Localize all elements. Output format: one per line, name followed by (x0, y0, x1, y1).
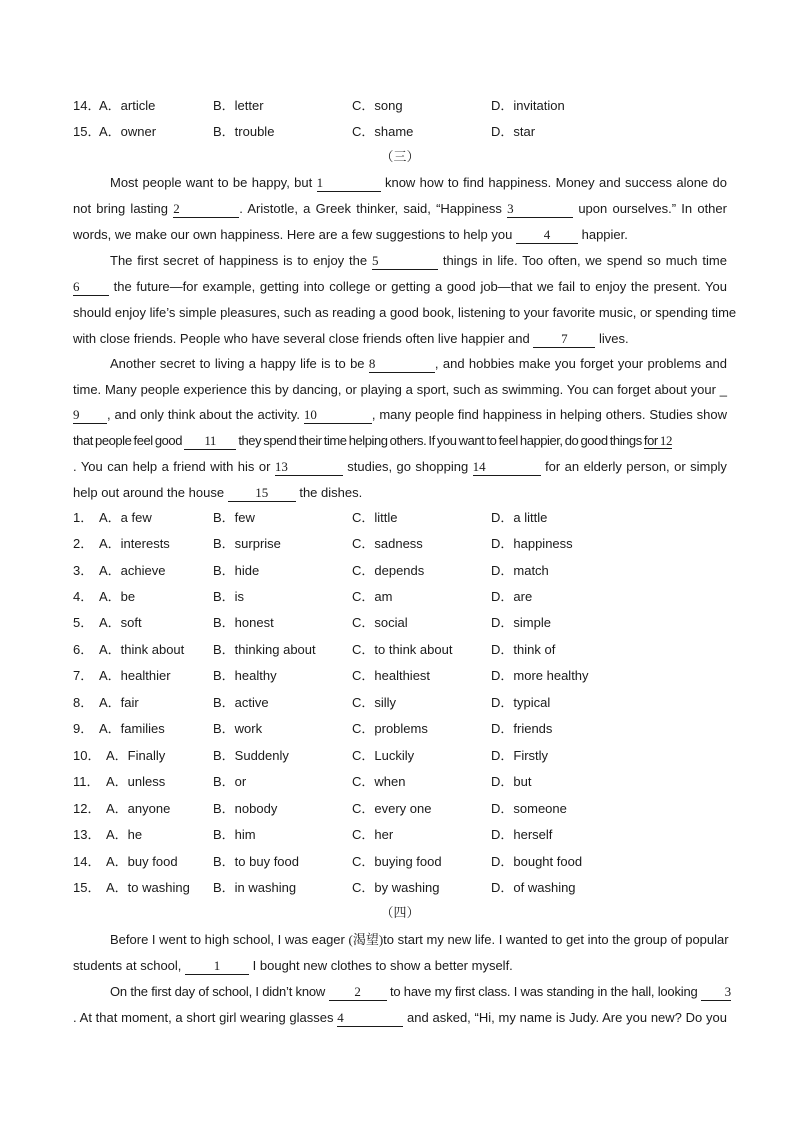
blank-12: 12 (659, 433, 673, 448)
option-c: C．social (352, 615, 408, 630)
passage-line (73, 276, 727, 298)
question-number: 14． (73, 854, 101, 869)
option-b: B．surprise (213, 536, 281, 551)
passage-text: they spend their time helping others. If you want to feel happier, do good things (238, 433, 642, 448)
passage-line: should enjoy life’s simple pleasures, such as reading a good book, listening to your favorite music, or spending time (73, 305, 737, 320)
option-a: A．anyone (106, 801, 171, 816)
section-heading: （四） (380, 905, 420, 920)
blank-6: 6 (73, 279, 109, 296)
passage-text: On the first day of school, I didn’t know (110, 984, 326, 999)
question-number: 13． (73, 827, 101, 842)
option-b: B．him (213, 827, 256, 842)
blank-10: 10 (304, 407, 372, 424)
passage-text: Before I went to high school, I was eager (110, 932, 345, 947)
option-c: C．shame (352, 124, 414, 139)
option-a: A．soft (99, 615, 142, 630)
question-number: 15． (73, 880, 101, 895)
passage-line (110, 250, 727, 272)
blank-9: 9 (73, 407, 107, 424)
option-a: A．article (99, 98, 156, 113)
option-c: C．healthiest (352, 668, 431, 683)
option-a: A．fair (99, 695, 139, 710)
section-heading: （三） (380, 149, 420, 164)
passage-line (110, 929, 727, 951)
passage-text: the dishes. (299, 485, 363, 500)
option-b: B．active (213, 695, 269, 710)
question-number: 3． (73, 563, 94, 578)
passage-line (110, 981, 731, 1003)
passage-text: lives. (598, 331, 629, 346)
option-d: D．are (491, 589, 533, 604)
passage-text: , and only think about the activity. (107, 407, 300, 422)
blank-4: 4 (516, 227, 578, 244)
option-b: B．healthy (213, 668, 277, 683)
passage-line (73, 1007, 727, 1029)
option-c: C．song (352, 98, 403, 113)
question-number: 11． (73, 774, 100, 789)
option-c: C．by washing (352, 880, 440, 895)
question-number: 10． (73, 748, 101, 763)
question-number: 9． (73, 721, 94, 736)
passage-text: with close friends. People who have several close friends often live happier and (73, 331, 530, 346)
passage-text: the future—for example, getting into college or getting a good job—that we fail to enjoy the present. You (113, 279, 727, 294)
option-c: C．silly (352, 695, 397, 710)
option-b: B．letter (213, 98, 264, 113)
option-c: C．am (352, 589, 393, 604)
chinese-gloss: (渴望) (348, 932, 384, 947)
passage-line (73, 955, 727, 977)
blank-3: 3 (507, 201, 573, 218)
option-b: B．work (213, 721, 263, 736)
option-c: C．Luckily (352, 748, 415, 763)
blank-1: 1 (185, 958, 249, 975)
passage-text: , many people find happiness in helping others. Studies show (371, 407, 727, 422)
option-c: C．problems (352, 721, 428, 736)
option-d: D．friends (491, 721, 553, 736)
blank-13: 13 (275, 459, 343, 476)
option-a: A．think about (99, 642, 185, 657)
option-d: D．simple (491, 615, 551, 630)
passage-text: know how to find happiness. Money and success alone do (384, 175, 727, 190)
question-number: 5． (73, 615, 94, 630)
passage-line (73, 328, 727, 350)
option-a: A．he (106, 827, 143, 842)
option-c: C．to think about (352, 642, 453, 657)
blank-14: 14 (473, 459, 541, 476)
passage-text: that people feel good (73, 433, 182, 448)
option-b: B．honest (213, 615, 274, 630)
question-number: 2． (73, 536, 94, 551)
option-a: A．a few (99, 510, 152, 525)
option-b: B．to buy food (213, 854, 299, 869)
blank-8: 8 (369, 356, 435, 373)
option-d: D．Firstly (491, 748, 549, 763)
option-c: C．sadness (352, 536, 423, 551)
option-a: A．interests (99, 536, 170, 551)
option-a: A．unless (106, 774, 166, 789)
option-c: C．her (352, 827, 394, 842)
passage-line (73, 482, 727, 504)
option-b: B．Suddenly (213, 748, 289, 763)
option-d: D．but (491, 774, 532, 789)
passage-line (73, 456, 727, 478)
passage-text: help out around the house (73, 485, 225, 500)
question-number: 7． (73, 668, 94, 683)
option-a: A．to washing (106, 880, 190, 895)
passage-text: The first secret of happiness is to enjoy the (110, 253, 368, 268)
passage-line (110, 353, 727, 375)
option-a: A．buy food (106, 854, 178, 869)
passage-text: students at school, (73, 958, 182, 973)
option-b: B．trouble (213, 124, 275, 139)
passage-line (110, 172, 727, 194)
passage-text: for an elderly person, or simply (545, 459, 727, 474)
blank-11: 11 (184, 433, 236, 450)
blank-2: 2 (329, 984, 387, 1001)
blank-15: 15 (228, 485, 296, 502)
option-a: A．owner (99, 124, 157, 139)
passage-line (73, 379, 727, 401)
option-a: A．healthier (99, 668, 171, 683)
question-number: 1． (73, 510, 94, 525)
passage-text: . At that moment, a short girl wearing glasses (73, 1010, 334, 1025)
option-a: A．Finally (106, 748, 166, 763)
option-d: D．star (491, 124, 536, 139)
question-number: 8． (73, 695, 94, 710)
option-c: C．buying food (352, 854, 442, 869)
option-c: C．when (352, 774, 406, 789)
option-a: A．achieve (99, 563, 166, 578)
option-b: B．few (213, 510, 255, 525)
passage-text: words, we make our own happiness. Here are a few suggestions to help you (73, 227, 513, 242)
option-c: C．depends (352, 563, 425, 578)
option-d: D．bought food (491, 854, 583, 869)
blank-1: 1 (317, 175, 381, 192)
question-number: 15． (73, 124, 101, 139)
passage-line (73, 198, 727, 220)
option-d: D．someone (491, 801, 567, 816)
blank-3: 3 (701, 984, 731, 1001)
passage-text: and asked, “Hi, my name is Judy. Are you new? Do you (407, 1010, 727, 1025)
passage-text: to have my first class. I was standing in the hall, looking (389, 984, 698, 999)
passage-line (73, 404, 727, 426)
option-d: D．a little (491, 510, 548, 525)
option-b: B．thinking about (213, 642, 316, 657)
option-b: B．is (213, 589, 245, 604)
passage-text: time. Many people experience this by dancing, or playing a sport, such as swimming. You can forget about your (73, 382, 716, 397)
option-a: A．be (99, 589, 136, 604)
passage-text: for (643, 433, 658, 448)
option-b: B．hide (213, 563, 260, 578)
question-number: 6． (73, 642, 94, 657)
passage-line (73, 430, 727, 452)
question-number: 4． (73, 589, 94, 604)
passage-text: upon ourselves.” In other (578, 201, 727, 216)
passage-line (73, 224, 727, 246)
passage-text: . Aristotle, a Greek thinker, said, “Happiness (239, 201, 502, 216)
option-b: B．or (213, 774, 247, 789)
option-d: D．herself (491, 827, 553, 842)
option-d: D．typical (491, 695, 551, 710)
passage-text: I bought new clothes to show a better myself. (252, 958, 513, 973)
passage-text: , and hobbies make you forget your problems and (434, 356, 727, 371)
passage-text: to start my new life. I wanted to get into the group of popular (383, 932, 729, 947)
passage-text: Most people want to be happy, but (110, 175, 313, 190)
option-d: D．invitation (491, 98, 565, 113)
blank-7: 7 (533, 331, 595, 348)
passage-text: happier. (581, 227, 628, 242)
option-d: D．of washing (491, 880, 576, 895)
passage-text: _ (719, 382, 727, 397)
option-c: C．every one (352, 801, 432, 816)
blank-5: 5 (372, 253, 438, 270)
option-d: D．more healthy (491, 668, 589, 683)
option-d: D．think of (491, 642, 556, 657)
passage-text: not bring lasting (73, 201, 169, 216)
passage-text: . You can help a friend with his or (73, 459, 271, 474)
passage-text: Another secret to living a happy life is to be (110, 356, 365, 371)
question-number: 12． (73, 801, 101, 816)
option-d: D．happiness (491, 536, 573, 551)
option-b: B．nobody (213, 801, 278, 816)
blank-4: 4 (337, 1010, 403, 1027)
option-b: B．in washing (213, 880, 297, 895)
option-a: A．families (99, 721, 165, 736)
question-number: 14． (73, 98, 101, 113)
option-c: C．little (352, 510, 398, 525)
blank-2: 2 (173, 201, 239, 218)
passage-text: studies, go shopping (347, 459, 469, 474)
option-d: D．match (491, 563, 549, 578)
passage-text: things in life. Too often, we spend so much time (442, 253, 727, 268)
